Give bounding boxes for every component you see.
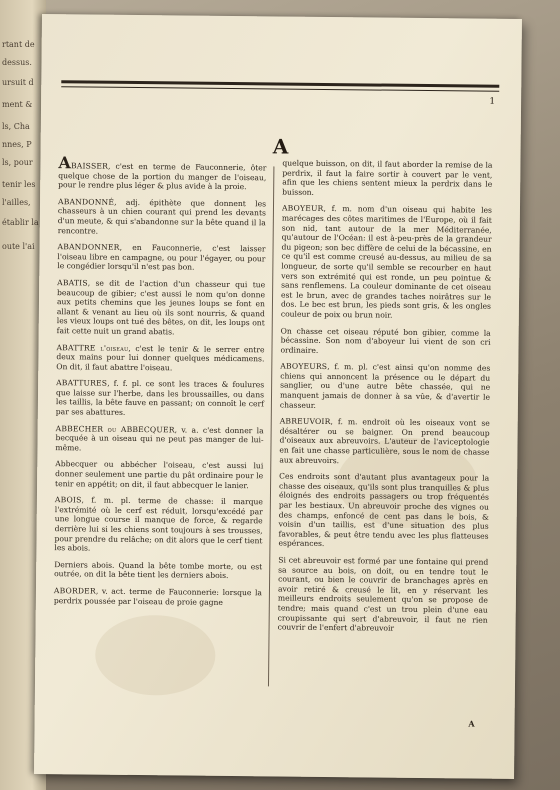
entry-text: , en Fauconnerie, c'est laisser l'oiseau libre en campagne, ou pour l'égayer, ou pour le congédier lorsqu'il n'est pas bon. bbox=[57, 242, 266, 272]
dictionary-entry bbox=[58, 197, 266, 238]
left-page-fragment: dessus. bbox=[2, 58, 32, 67]
entry-text: On chasse cet oiseau réputé bon gibier, comme la bécassine. Son nom d'aboyeur lui vient de son cri ordinaire. bbox=[280, 326, 491, 355]
entry-headword: ABANDONNER bbox=[57, 242, 120, 252]
paper-stain bbox=[95, 615, 216, 696]
dictionary-subentry bbox=[55, 460, 263, 491]
entry-headword: ABANDONNÉ bbox=[57, 196, 115, 207]
entry-headword: ABOYEUR bbox=[281, 203, 324, 214]
right-column bbox=[277, 159, 492, 642]
entry-text: , f. m. pl. c'est ainsi qu'on nomme des chiens qui annoncent la présence ou le départ du sanglier, ou d'une autre bête chassée, qui ne manquent jamais de donner à sa vûe, & d'avertir le chasseur. bbox=[279, 362, 491, 410]
entry-text: , f. m. endroit où les oiseaux vont se désaltérer ou se baigner. On prend beaucoup d'oiseaux aux abreuvoirs. L'auteur de l'aviceptologie en fait une chasse particulière, sous le nom de chasse aux abreuvoirs. bbox=[279, 417, 490, 465]
left-page-fragment: établir la bbox=[2, 218, 39, 227]
entry-headword: ABORDER bbox=[53, 586, 96, 596]
entry-text: Ces endroits sont d'autant plus avantageux pour la chasse des oiseaux, qu'ils sont plus tranquilles & plus éloignés des endroits passagers ou trop fréquentés par les bestiaux. Un abreuvoir proche des vignes ou des champs, enfoncé de cent pas dans le bois, & voisin d'un taillis, est d'une situation des plus favorables, & peut être tendu avec les plus flatteuses espérances. bbox=[278, 471, 490, 549]
dictionary-entry bbox=[57, 242, 265, 273]
dictionary-entry bbox=[280, 362, 490, 412]
left-page-fragment: ls, Cha bbox=[2, 122, 30, 131]
left-page-fragment: tenir les bbox=[2, 180, 36, 189]
entry-text: Derniers abois. Quand la bête tombe morte, ou est outrée, on dit la bête tient les derniers abois. bbox=[54, 559, 263, 581]
entry-text: , v. a. c'est donner la becquée à un oiseau qui ne peut pas manger de lui-même. bbox=[55, 425, 264, 453]
entry-text: , f. m. pl. terme de chasse: il marque l'extrémité où le cerf est réduit, lorsqu'excédé par une longue course il manque de force, & regarde derrière lui si les chiens sont toujours à ses trousses, pour prendre du relâche; on dit alors que le cerf tient les abois. bbox=[54, 495, 263, 553]
column-divider bbox=[268, 166, 274, 686]
catchword: A bbox=[468, 718, 475, 729]
page-number: 1 bbox=[489, 96, 496, 107]
dictionary-entry bbox=[54, 495, 263, 555]
entry-text: , f. m. nom d'un oiseau qui habite les marécages des côtes maritimes de l'Europe, où il fait son nid, tant autour de la mer Méditerranée, qu'autour de l'Océan: il est à-peu-près de la grandeur du pigeon; son bec diffère de celui de la bécassine, en ce qu'il est comme creusé au-dessus, au milieu de sa longueur, de sorte qu'il semble se recourber en haut vers son extrémité qui est ronde, un peu pointue & sans renflemens. La couleur dominante de cet oiseau est le brun, avec de grandes taches noirâtres sur le dos. Le bec est brun, les pieds sont gris, & les ongles couleur de poix ou brun noir. bbox=[280, 204, 493, 320]
entry-initial: A bbox=[58, 153, 72, 173]
dictionary-entry bbox=[54, 586, 262, 607]
entry-text: , se dit de l'action d'un chasseur qui tue beaucoup de gibier; c'est aussi le nom qu'on donne aux petits chemins que les jeunes loups se font en allant & venant au lieu où ils sont nourris, & quand les vieux loups ont tué des bêtes, on dit, les loups ont fait cette nuit un grand abatis. bbox=[56, 278, 266, 337]
dictionary-entry bbox=[281, 204, 492, 321]
dictionary-entry bbox=[56, 343, 264, 374]
entry-headword: ABOIS bbox=[54, 495, 82, 505]
entry-text: Si cet abreuvoir est formé par une fontaine qui prend sa source au bois, on doit, ou en tendre tout le courant, ou bien le couvrir de branchages après en avoir retiré & creusé le lit, en y réservant les meilleurs endroits seulement qu'on se propose de tendre; mais quand c'est un trou plein d'une eau croupissante qui sert d'abreuvoir, il faut ne rien couvrir de l'enfert d'abreuvoir bbox=[277, 555, 489, 633]
left-page-fragment: oute l'ai bbox=[2, 242, 35, 251]
entry-headword: ABATIS bbox=[57, 278, 88, 288]
book-page bbox=[34, 14, 522, 779]
left-page-fragment: rtant de bbox=[2, 40, 35, 49]
entry-headword: ABATTRE l'oiseau bbox=[56, 342, 129, 353]
dictionary-entry bbox=[57, 278, 266, 338]
entry-headword: ABBECHER ou ABBECQUER bbox=[55, 423, 175, 435]
left-page-fragment: ursuit d bbox=[2, 78, 34, 87]
entry-text: , c'est le tenir & le serrer entre deux mains pour lui donner quelques médicamens. On dit, il faut abattre l'oiseau. bbox=[56, 343, 265, 373]
dictionary-subentry bbox=[278, 472, 489, 551]
left-page-fragment: nnes, P bbox=[2, 140, 32, 149]
left-column bbox=[53, 153, 267, 614]
dictionary-subentry bbox=[278, 555, 489, 634]
dictionary-entry-continued bbox=[282, 159, 492, 200]
entry-headword: ABREUVOIR bbox=[279, 416, 331, 427]
entry-headword: ABATTURES bbox=[56, 378, 108, 388]
dictionary-subentry bbox=[280, 326, 490, 357]
entry-text: , c'est en terme de Fauconnerie, ôter quelque chose de la portion du manger de l'oiseau, pour le rendre plus léger & plus avide à la proie. bbox=[58, 161, 267, 192]
entry-text: , f. f. pl. ce sont les traces & foulures que laisse sur l'herbe, dans les broussailles, ou dans les taillis, la bête fauve en passant; on connoît le cerf par ses abattures. bbox=[55, 378, 265, 417]
left-page-fragment: ls, pour bbox=[2, 158, 33, 167]
dictionary-entry bbox=[55, 424, 263, 455]
entry-headword: BAISSER bbox=[70, 161, 109, 171]
entry-headword: ABOYEURS bbox=[280, 361, 328, 372]
entry-text: , v. act. terme de Fauconnerie: lorsque la perdrix poussée par l'oiseau de proie gagne bbox=[53, 586, 262, 607]
section-letter: A bbox=[272, 134, 289, 159]
dictionary-subentry bbox=[54, 560, 262, 581]
entry-text: , adj. épithète que donnent les chasseurs à un chien courant qui prend les devants d'un meute, & qui s'abandonne sur la bête quand il la rencontre. bbox=[57, 197, 267, 236]
entry-text: Abbecquer ou abbécher l'oiseau, c'est aussi lui donner seulement une partie du pât ordinaire pour le tenir en appétit; on dit, il faut abbecquer le lanier. bbox=[55, 459, 264, 490]
left-page-fragment: ment & bbox=[2, 100, 33, 109]
dictionary-entry bbox=[58, 153, 267, 192]
left-page-fragment: l'ailles, bbox=[2, 198, 31, 207]
dictionary-entry bbox=[279, 417, 489, 467]
entry-text: quelque buisson, on dit, il faut aborder la remise de la perdrix, il faut la faire sortir à couvert par le vent, afin que les chiens sentent mieux la perdrix dans le buisson. bbox=[282, 158, 493, 197]
dictionary-entry bbox=[56, 378, 264, 419]
